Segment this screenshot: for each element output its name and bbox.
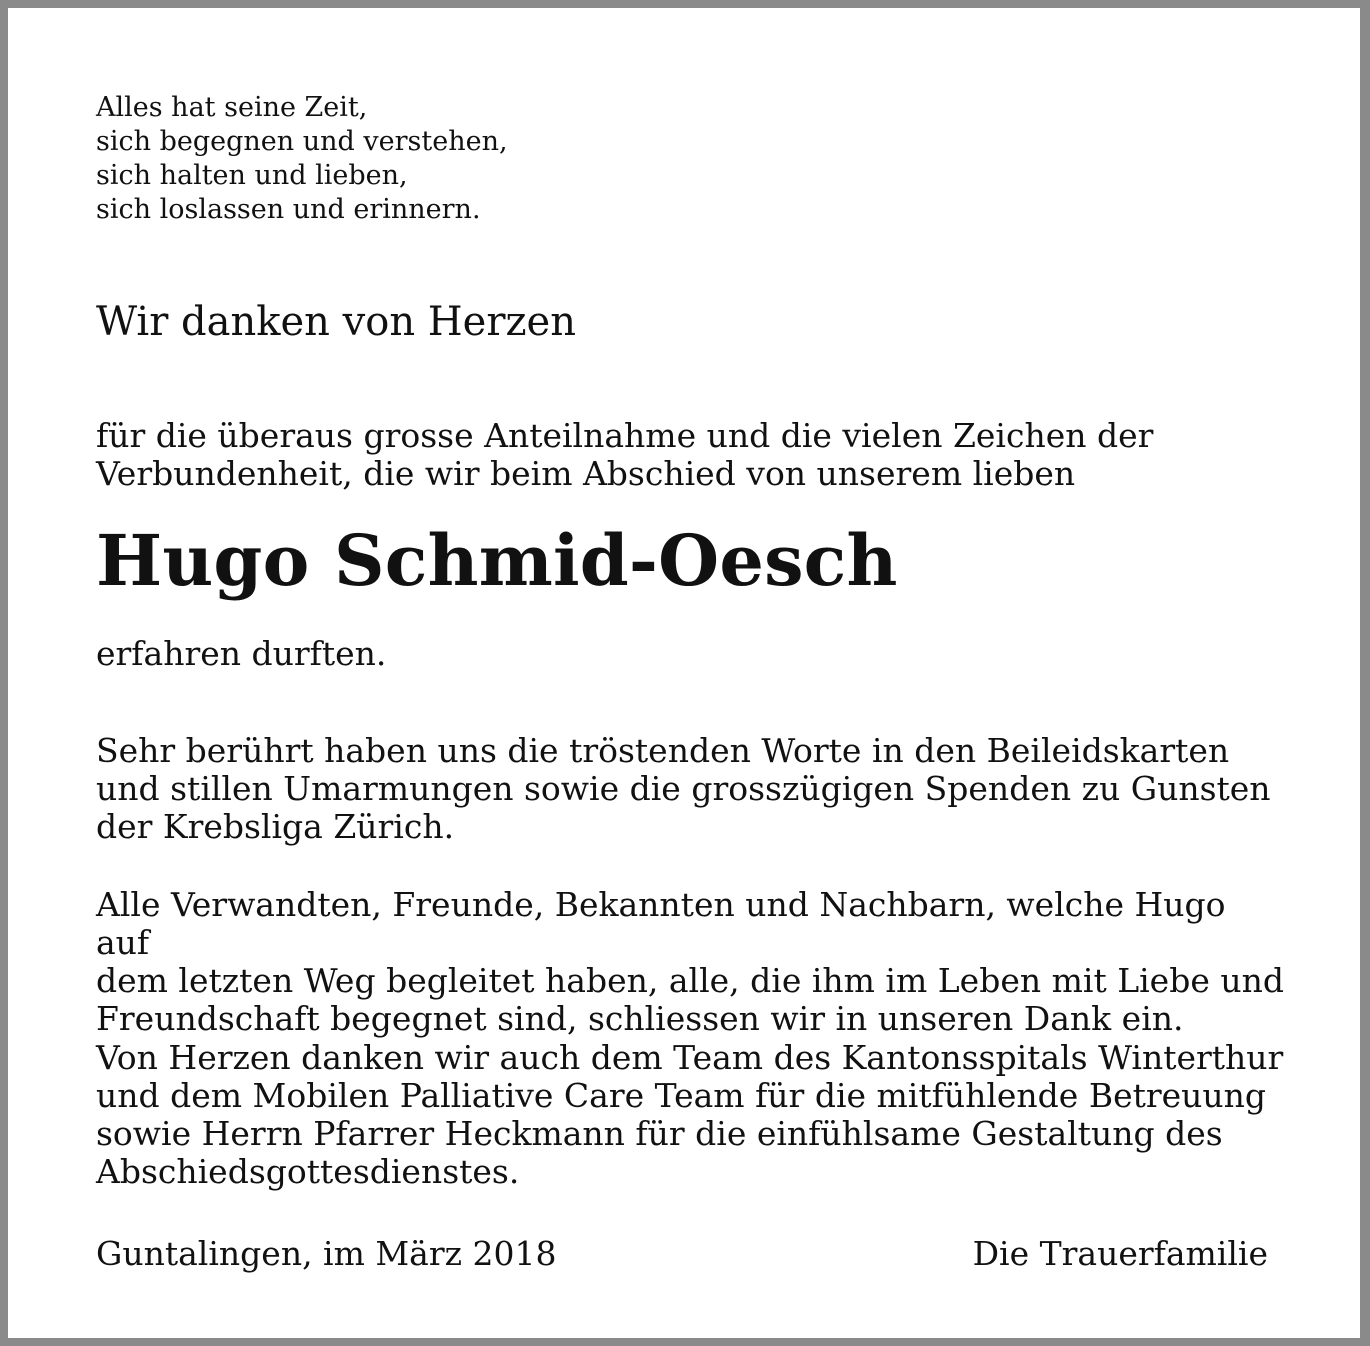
intro-continuation: erfahren durften.: [96, 634, 387, 673]
signature: Die Trauerfamilie: [972, 1234, 1268, 1273]
place-date: Guntalingen, im März 2018: [96, 1234, 557, 1273]
paragraph-relatives: Alle Verwandten, Freunde, Bekannten und Nachbarn, welche Hugo auf dem letzten Weg begleitet haben, alle, die ihm im Leben mit Liebe und Freundschaft begegnet sind, schliessen wir in unseren Dank ein.: [96, 885, 1284, 1038]
footer: [96, 1235, 1268, 1273]
thanks-heading: Wir danken von Herzen: [96, 299, 576, 345]
deceased-name: Hugo Schmid-Oesch: [96, 519, 898, 602]
paragraph-condolences: Sehr berührt haben uns die tröstenden Worte in den Beileidskarten und stillen Umarmungen sowie die grosszügigen Spenden zu Gunsten der Krebsliga Zürich.: [96, 731, 1271, 846]
poem-verse: Alles hat seine Zeit, sich begegnen und verstehen, sich halten und lieben, sich loslassen und erinnern.: [96, 92, 508, 225]
intro-text: für die überaus grosse Anteilnahme und die vielen Zeichen der Verbundenheit, die wir beim Abschied von unserem lieben: [96, 416, 1154, 493]
obituary-card: [8, 8, 1360, 1338]
paragraph-care-team: Von Herzen danken wir auch dem Team des Kantonsspitals Winterthur und dem Mobilen Palliative Care Team für die mitfühlende Betreuung sowie Herrn Pfarrer Heckmann für die einfühlsame Gestaltung des Abschiedsgottesdienstes.: [96, 1038, 1284, 1191]
